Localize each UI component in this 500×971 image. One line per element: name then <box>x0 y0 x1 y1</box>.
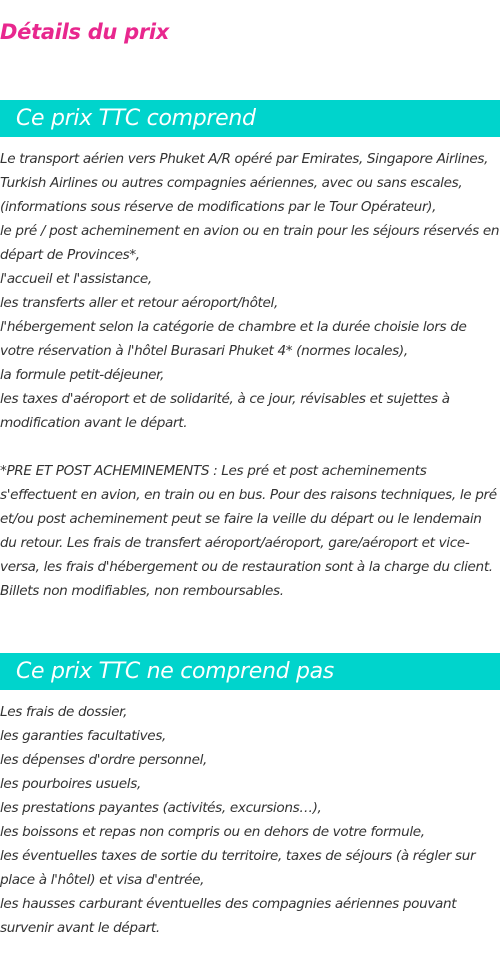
list-item: les transferts aller et retour aéroport/hôtel, <box>0 295 278 311</box>
excludes-section-header: Ce prix TTC ne comprend pas <box>0 653 500 690</box>
list-item: la formule petit-déjeuner, <box>0 367 165 383</box>
page-title: Détails du prix <box>0 20 170 44</box>
list-item: les pourboires usuels, <box>0 776 141 792</box>
list-item: les boissons et repas non compris ou en dehors de votre formule, <box>0 824 425 840</box>
pre-post-acheminement-note: *PRE ET POST ACHEMINEMENTS : Les pré et post acheminements s'effectuent en avion, en train ou en bus. Pour des raisons techniques, le pré et/ou post acheminement peut se faire la veille du départ ou le lendemain du retour. Les frais de transfert aéroport/aéroport, gare/aéroport et vice-versa, les frais d'hébergement ou de restauration sont à la charge du client. Billets non modifiables, non remboursables. <box>0 463 497 599</box>
list-item: les taxes d'aéroport et de solidarité, à ce jour, révisables et sujettes à modification avant le départ. <box>0 391 450 431</box>
list-item: les dépenses d'ordre personnel, <box>0 752 207 768</box>
list-item: l'accueil et l'assistance, <box>0 271 152 287</box>
list-item: les éventuelles taxes de sortie du territoire, taxes de séjours (à régler sur place à l'hôtel) et visa d'entrée, <box>0 848 476 888</box>
includes-list <box>0 147 500 435</box>
list-item: Les frais de dossier, <box>0 704 128 720</box>
list-item: le pré / post acheminement en avion ou en train pour les séjours réservés en départ de Provinces*, <box>0 223 500 263</box>
excludes-list <box>0 700 500 940</box>
list-item: Le transport aérien vers Phuket A/R opéré par Emirates, Singapore Airlines, Turkish Airlines ou autres compagnies aériennes, avec ou sans escales, (informations sous réserve de modifications par le Tour Opérateur), <box>0 151 489 215</box>
includes-section-header: Ce prix TTC comprend <box>0 100 500 137</box>
list-item: les garanties facultatives, <box>0 728 167 744</box>
list-item: les hausses carburant éventuelles des compagnies aériennes pouvant survenir avant le départ. <box>0 896 457 936</box>
list-item: les prestations payantes (activités, excursions…), <box>0 800 322 816</box>
list-item: l'hébergement selon la catégorie de chambre et la durée choisie lors de votre réservation à l'hôtel Burasari Phuket 4* (normes locales), <box>0 319 467 359</box>
